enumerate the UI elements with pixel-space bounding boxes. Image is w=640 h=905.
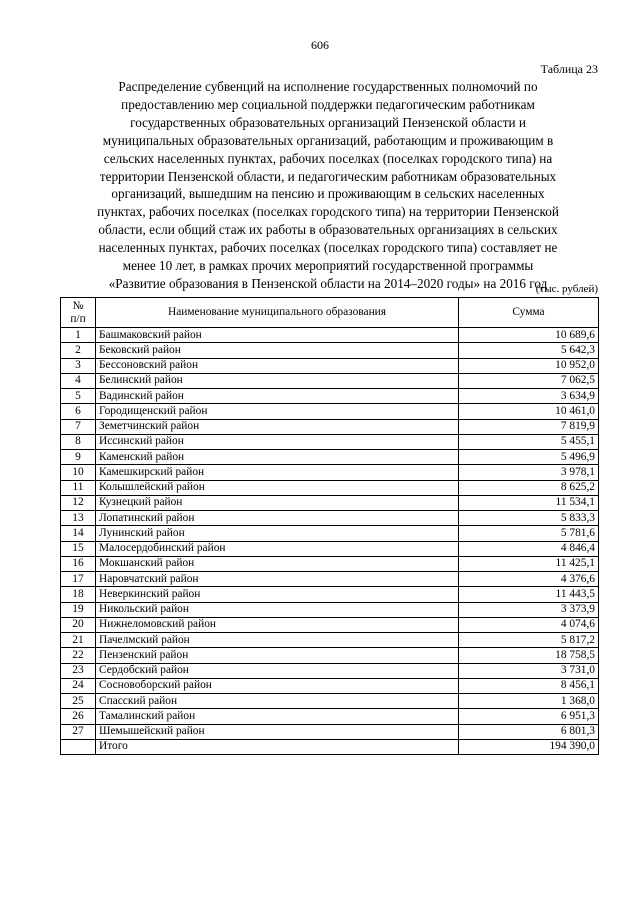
- row-sum: 10 952,0: [459, 358, 599, 373]
- row-number: 21: [61, 633, 96, 648]
- total-number: [61, 739, 96, 754]
- row-sum: 3 978,1: [459, 465, 599, 480]
- row-sum: 5 642,3: [459, 343, 599, 358]
- row-number: 15: [61, 541, 96, 556]
- table-row: [61, 663, 599, 678]
- row-sum: 4 074,6: [459, 617, 599, 632]
- table-row: [61, 358, 599, 373]
- table-row: [61, 389, 599, 404]
- table-row: [61, 572, 599, 587]
- table-row: [61, 633, 599, 648]
- table-row: [61, 328, 599, 343]
- row-name: Мокшанский район: [96, 556, 459, 571]
- table-row: [61, 434, 599, 449]
- row-name: Камешкирский район: [96, 465, 459, 480]
- table-row: [61, 694, 599, 709]
- subsidy-table: [60, 297, 599, 755]
- row-name: Городищенский район: [96, 404, 459, 419]
- row-sum: 10 689,6: [459, 328, 599, 343]
- row-name: Кузнецкий район: [96, 495, 459, 510]
- row-name: Тамалинский район: [96, 709, 459, 724]
- row-sum: 11 534,1: [459, 495, 599, 510]
- title-line: менее 10 лет, в рамках прочих мероприятий государственной программы: [122, 258, 534, 274]
- row-name: Никольский район: [96, 602, 459, 617]
- total-sum: 194 390,0: [459, 739, 599, 754]
- row-number: 19: [61, 602, 96, 617]
- row-name: Пензенский район: [96, 648, 459, 663]
- row-number: 22: [61, 648, 96, 663]
- row-sum: 3 731,0: [459, 663, 599, 678]
- row-number: 8: [61, 434, 96, 449]
- table-row: [61, 480, 599, 495]
- row-number: 4: [61, 373, 96, 388]
- row-number: 10: [61, 465, 96, 480]
- units-label: (тыс. рублей): [535, 283, 598, 295]
- page-number: 606: [311, 38, 329, 52]
- title-line: организаций, вышедшим на пенсию и проживающим в сельских населенных: [111, 186, 545, 202]
- title-line: «Развитие образования в Пензенской области на 2014–2020 годы» на 2016 год: [108, 275, 548, 291]
- row-number: 25: [61, 694, 96, 709]
- row-name: Башмаковский район: [96, 328, 459, 343]
- row-sum: 4 376,6: [459, 572, 599, 587]
- row-sum: 11 443,5: [459, 587, 599, 602]
- table-row: [61, 617, 599, 632]
- title-line: пунктах, рабочих поселках (поселках городского типа) на территории Пензенской: [97, 204, 559, 220]
- row-number: 12: [61, 495, 96, 510]
- row-number: 11: [61, 480, 96, 495]
- row-number: 16: [61, 556, 96, 571]
- row-sum: 3 373,9: [459, 602, 599, 617]
- row-name: Лопатинский район: [96, 511, 459, 526]
- title-line: области, если общий стаж их работы в образовательных организациях в сельских: [98, 222, 558, 238]
- row-name: Бессоновский район: [96, 358, 459, 373]
- table-row: [61, 709, 599, 724]
- row-number: 14: [61, 526, 96, 541]
- row-name: Лунинский район: [96, 526, 459, 541]
- row-name: Сосновоборский район: [96, 678, 459, 693]
- table-row: [61, 419, 599, 434]
- row-sum: 5 833,3: [459, 511, 599, 526]
- row-number: 2: [61, 343, 96, 358]
- header-number-symbol: №: [72, 299, 84, 312]
- total-label: Итого: [96, 739, 459, 754]
- table-caption: Таблица 23: [540, 62, 598, 76]
- row-number: 13: [61, 511, 96, 526]
- row-number: 20: [61, 617, 96, 632]
- header-number-abbr: п/п: [70, 312, 86, 325]
- title-line: государственных образовательных организаций Пензенской области и: [130, 114, 526, 130]
- row-number: 23: [61, 663, 96, 678]
- row-sum: 5 817,2: [459, 633, 599, 648]
- row-number: 7: [61, 419, 96, 434]
- row-name: Малосердобинский район: [96, 541, 459, 556]
- document-title: [58, 78, 598, 293]
- table-row: [61, 526, 599, 541]
- table-row: [61, 587, 599, 602]
- row-sum: 10 461,0: [459, 404, 599, 419]
- row-name: Каменский район: [96, 450, 459, 465]
- row-sum: 8 625,2: [459, 480, 599, 495]
- row-number: 24: [61, 678, 96, 693]
- row-sum: 7 819,9: [459, 419, 599, 434]
- row-number: 18: [61, 587, 96, 602]
- row-number: 27: [61, 724, 96, 739]
- row-sum: 6 951,3: [459, 709, 599, 724]
- title-line: предоставлению мер социальной поддержки педагогическим работникам: [121, 96, 535, 112]
- row-name: Пачелмский район: [96, 633, 459, 648]
- row-name: Шемышейский район: [96, 724, 459, 739]
- table-row: [61, 465, 599, 480]
- table-row: [61, 343, 599, 358]
- row-name: Наровчатский район: [96, 572, 459, 587]
- table-row: [61, 724, 599, 739]
- row-sum: 7 062,5: [459, 373, 599, 388]
- total-row: [61, 739, 599, 754]
- row-name: Нижнеломовский район: [96, 617, 459, 632]
- table-row: [61, 602, 599, 617]
- table-body: [61, 328, 599, 755]
- row-sum: 8 456,1: [459, 678, 599, 693]
- row-sum: 5 781,6: [459, 526, 599, 541]
- row-name: Сердобский район: [96, 663, 459, 678]
- row-name: Земетчинский район: [96, 419, 459, 434]
- table-row: [61, 678, 599, 693]
- row-name: Неверкинский район: [96, 587, 459, 602]
- table-row: [61, 404, 599, 419]
- header-sum: Сумма: [459, 298, 599, 328]
- table-header-row: [61, 298, 599, 328]
- title-line: сельских населенных пунктах, рабочих поселках (поселках городского типа) на: [103, 150, 553, 166]
- row-sum: 5 496,9: [459, 450, 599, 465]
- row-sum: 4 846,4: [459, 541, 599, 556]
- table-row: [61, 450, 599, 465]
- row-sum: 5 455,1: [459, 434, 599, 449]
- header-number: [61, 298, 96, 328]
- row-sum: 18 758,5: [459, 648, 599, 663]
- row-number: 1: [61, 328, 96, 343]
- row-name: Колышлейский район: [96, 480, 459, 495]
- table-row: [61, 648, 599, 663]
- row-sum: 11 425,1: [459, 556, 599, 571]
- row-number: 5: [61, 389, 96, 404]
- table-row: [61, 556, 599, 571]
- table-row: [61, 511, 599, 526]
- row-number: 3: [61, 358, 96, 373]
- row-name: Спасский район: [96, 694, 459, 709]
- header-name: Наименование муниципального образования: [96, 298, 459, 328]
- row-number: 9: [61, 450, 96, 465]
- row-name: Бековский район: [96, 343, 459, 358]
- table-row: [61, 495, 599, 510]
- row-number: 17: [61, 572, 96, 587]
- title-line: Распределение субвенций на исполнение государственных полномочий по: [118, 79, 538, 94]
- title-line: территории Пензенской области, и педагогическим работникам образовательных: [99, 168, 557, 184]
- row-name: Иссинский район: [96, 434, 459, 449]
- row-sum: 1 368,0: [459, 694, 599, 709]
- row-number: 26: [61, 709, 96, 724]
- title-line: муниципальных образовательных организаций, работающим и проживающим в: [102, 132, 554, 148]
- table-row: [61, 373, 599, 388]
- row-name: Вадинский район: [96, 389, 459, 404]
- title-line: населенных пунктах, рабочих поселках (поселках городского типа) составляет не: [98, 240, 558, 256]
- row-sum: 3 634,9: [459, 389, 599, 404]
- table-row: [61, 541, 599, 556]
- row-name: Белинский район: [96, 373, 459, 388]
- row-number: 6: [61, 404, 96, 419]
- row-sum: 6 801,3: [459, 724, 599, 739]
